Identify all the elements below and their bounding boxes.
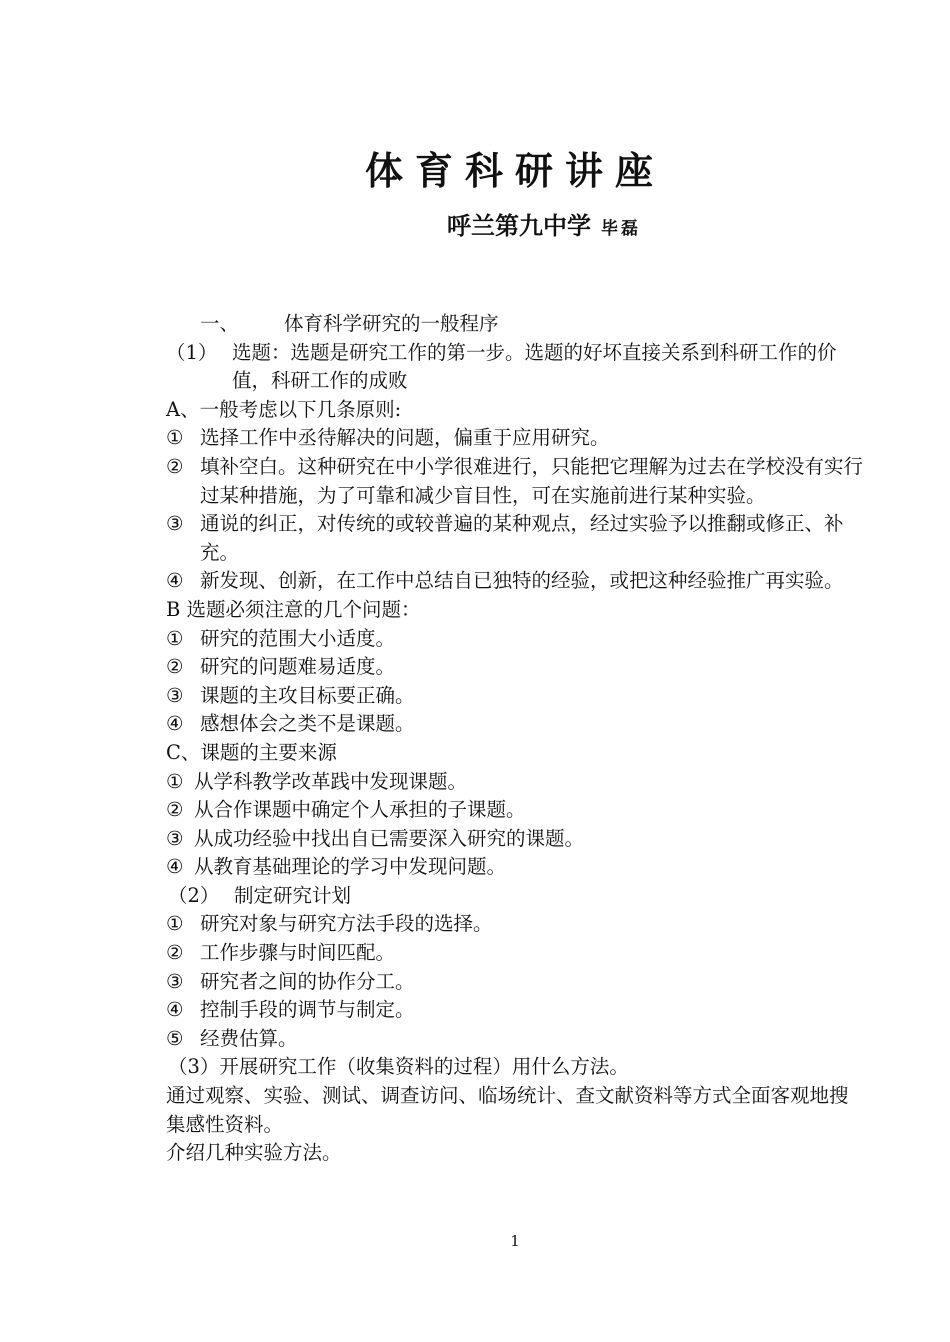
step-3-heading: （3）开展研究工作（收集资料的过程）用什么方法。	[168, 1055, 629, 1079]
author-line	[447, 206, 641, 241]
list-item	[166, 625, 866, 654]
item-number: ②	[166, 941, 184, 965]
item-number: ①	[166, 426, 184, 450]
section-number: 一、	[200, 312, 240, 335]
item-number: ①	[166, 912, 184, 936]
item-text: 控制手段的调节与制定。	[200, 998, 415, 1022]
item-text: 经费估算。	[200, 1026, 298, 1050]
item-text: 研究的范围大小适度。	[200, 626, 396, 650]
item-text: 课题的主攻目标要正确。	[200, 683, 415, 707]
item-number: ④	[166, 998, 184, 1022]
item-text: 从教育基础理论的学习中发现问题。	[194, 855, 507, 879]
list-item	[166, 939, 866, 968]
section-heading	[166, 310, 866, 339]
list-item	[166, 796, 866, 825]
list-item	[166, 910, 866, 939]
list-item	[166, 825, 866, 854]
author-school: 呼兰第九中学	[447, 212, 591, 240]
step-1-text: 选题：选题是研究工作的第一步。选题的好坏直接关系到科研工作的价值，科研工作的成败	[232, 340, 837, 393]
item-text: 感想体会之类不是课题。	[200, 712, 415, 736]
page-number: 1	[510, 1232, 520, 1250]
item-text: 通说的纠正，对传统的或较普遍的某种观点，经过实验予以推翻或修正、补充。	[200, 512, 844, 564]
item-text: 从学科教学改革践中发现课题。	[194, 769, 468, 793]
step-2-text: 制定研究计划	[234, 883, 352, 907]
list-item	[166, 567, 866, 596]
document-title: 体育科研讲座	[364, 149, 665, 193]
item-text: 工作步骤与时间匹配。	[200, 941, 396, 965]
item-text: 从成功经验中找出自已需要深入研究的课题。	[194, 826, 585, 850]
item-number: ②	[166, 798, 184, 822]
item-text: 研究的问题难易适度。	[200, 655, 396, 679]
document-body	[166, 310, 866, 1168]
item-number: ⑤	[166, 1026, 184, 1050]
step-1-paragraph	[166, 339, 866, 396]
list-item	[166, 710, 866, 739]
list-item	[166, 1025, 866, 1054]
item-text: 选择工作中丞待解决的问题，偏重于应用研究。	[200, 426, 610, 450]
step-3-intro: 介绍几种实验方法。	[166, 1141, 342, 1165]
step-3-paragraph: 通过观察、实验、测试、调查访问、临场统计、查文献资料等方式全面客观地搜集感性资料。	[166, 1084, 849, 1136]
list-item	[166, 996, 866, 1025]
item-number: ③	[166, 826, 184, 850]
item-number: ②	[166, 454, 184, 478]
item-number: ④	[166, 712, 184, 736]
item-number: ③	[166, 969, 184, 993]
item-number: ③	[166, 683, 184, 707]
list-item	[166, 510, 866, 567]
item-text: 新发现、创新，在工作中总结自已独特的经验，或把这种经验推广再实验。	[200, 569, 844, 593]
list-item	[166, 853, 866, 882]
item-number: ①	[166, 626, 184, 650]
section-title: 体育科学研究的一般程序	[284, 312, 499, 335]
item-number: ④	[166, 569, 184, 593]
item-number: ①	[166, 769, 184, 793]
list-item	[166, 968, 866, 997]
item-text: 研究者之间的协作分工。	[200, 969, 415, 993]
item-text: 从合作课题中确定个人承担的子课题。	[194, 798, 526, 822]
item-text: 填补空白。这种研究在中小学很难进行，只能把它理解为过去在学校没有实行过某种措施，为了可靠和减少盲目性，可在实施前进行某种实验。	[200, 454, 864, 507]
a-heading: A、一般考虑以下几条原则:	[166, 397, 402, 421]
item-number: ④	[166, 855, 184, 879]
list-item	[166, 453, 866, 510]
step-2-label: （2）	[168, 883, 220, 907]
list-item	[166, 424, 866, 453]
b-heading: B 选题必须注意的几个问题：	[166, 597, 421, 621]
list-item	[166, 768, 866, 797]
list-item	[166, 653, 866, 682]
author-name: 毕磊	[601, 219, 641, 239]
c-heading: C、课题的主要来源	[166, 740, 337, 764]
step-1-label: （1）	[166, 340, 218, 364]
step-2-heading	[166, 882, 866, 911]
list-item	[166, 682, 866, 711]
item-number: ②	[166, 655, 184, 679]
item-text: 研究对象与研究方法手段的选择。	[200, 912, 493, 936]
item-number: ③	[166, 512, 184, 536]
